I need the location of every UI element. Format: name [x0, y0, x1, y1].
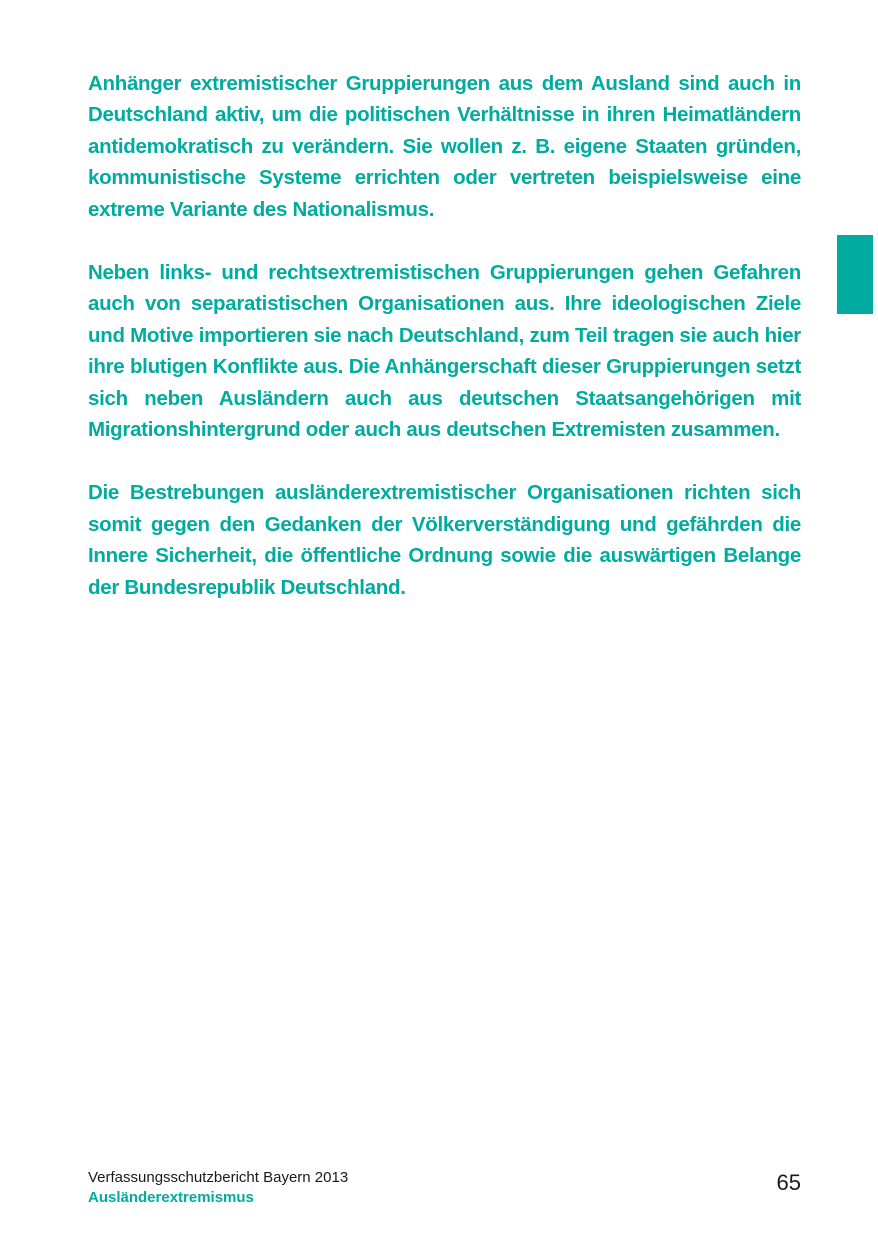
chapter-tab-marker — [837, 235, 873, 314]
chapter-title: Ausländerextremismus — [88, 1189, 254, 1206]
paragraph: Die Bestrebungen ausländerextremistischer Organisationen richten sich somit gegen den Gedanken der Völkerverständigung und gefährden die Innere Sicherheit, die öffentliche Ordnung sowie die auswärtigen Belange der Bundesrepublik Deutschland. — [88, 481, 801, 599]
main-content — [88, 68, 801, 635]
publication-title: Verfassungsschutzbericht Bayern 2013 — [88, 1169, 349, 1186]
page-footer — [88, 1168, 801, 1208]
paragraph: Anhänger extremistischer Gruppierungen aus dem Ausland sind auch in Deutschland aktiv, um die politischen Verhältnisse in ihren Heimatländern antidemokratisch zu verändern. Sie wollen z. B. eigene Staaten gründen, kommunistische Systeme errichten oder vertreten beispielsweise eine extreme Variante des Nationalismus. — [88, 72, 801, 221]
paragraph: Neben links- und rechtsextremistischen Gruppierungen gehen Gefahren auch von separatistischen Organisationen aus. Ihre ideologischen Ziele und Motive importieren sie nach Deutschland, zum Teil tragen sie auch hier ihre blutigen Konflikte aus. Die Anhängerschaft dieser Gruppierungen setzt sich neben Ausländern auch aus deutschen Staatsangehörigen mit Migrationshintergrund oder auch aus deutschen Extremisten zusammen. — [88, 261, 801, 442]
page-number: 65 — [776, 1170, 801, 1195]
